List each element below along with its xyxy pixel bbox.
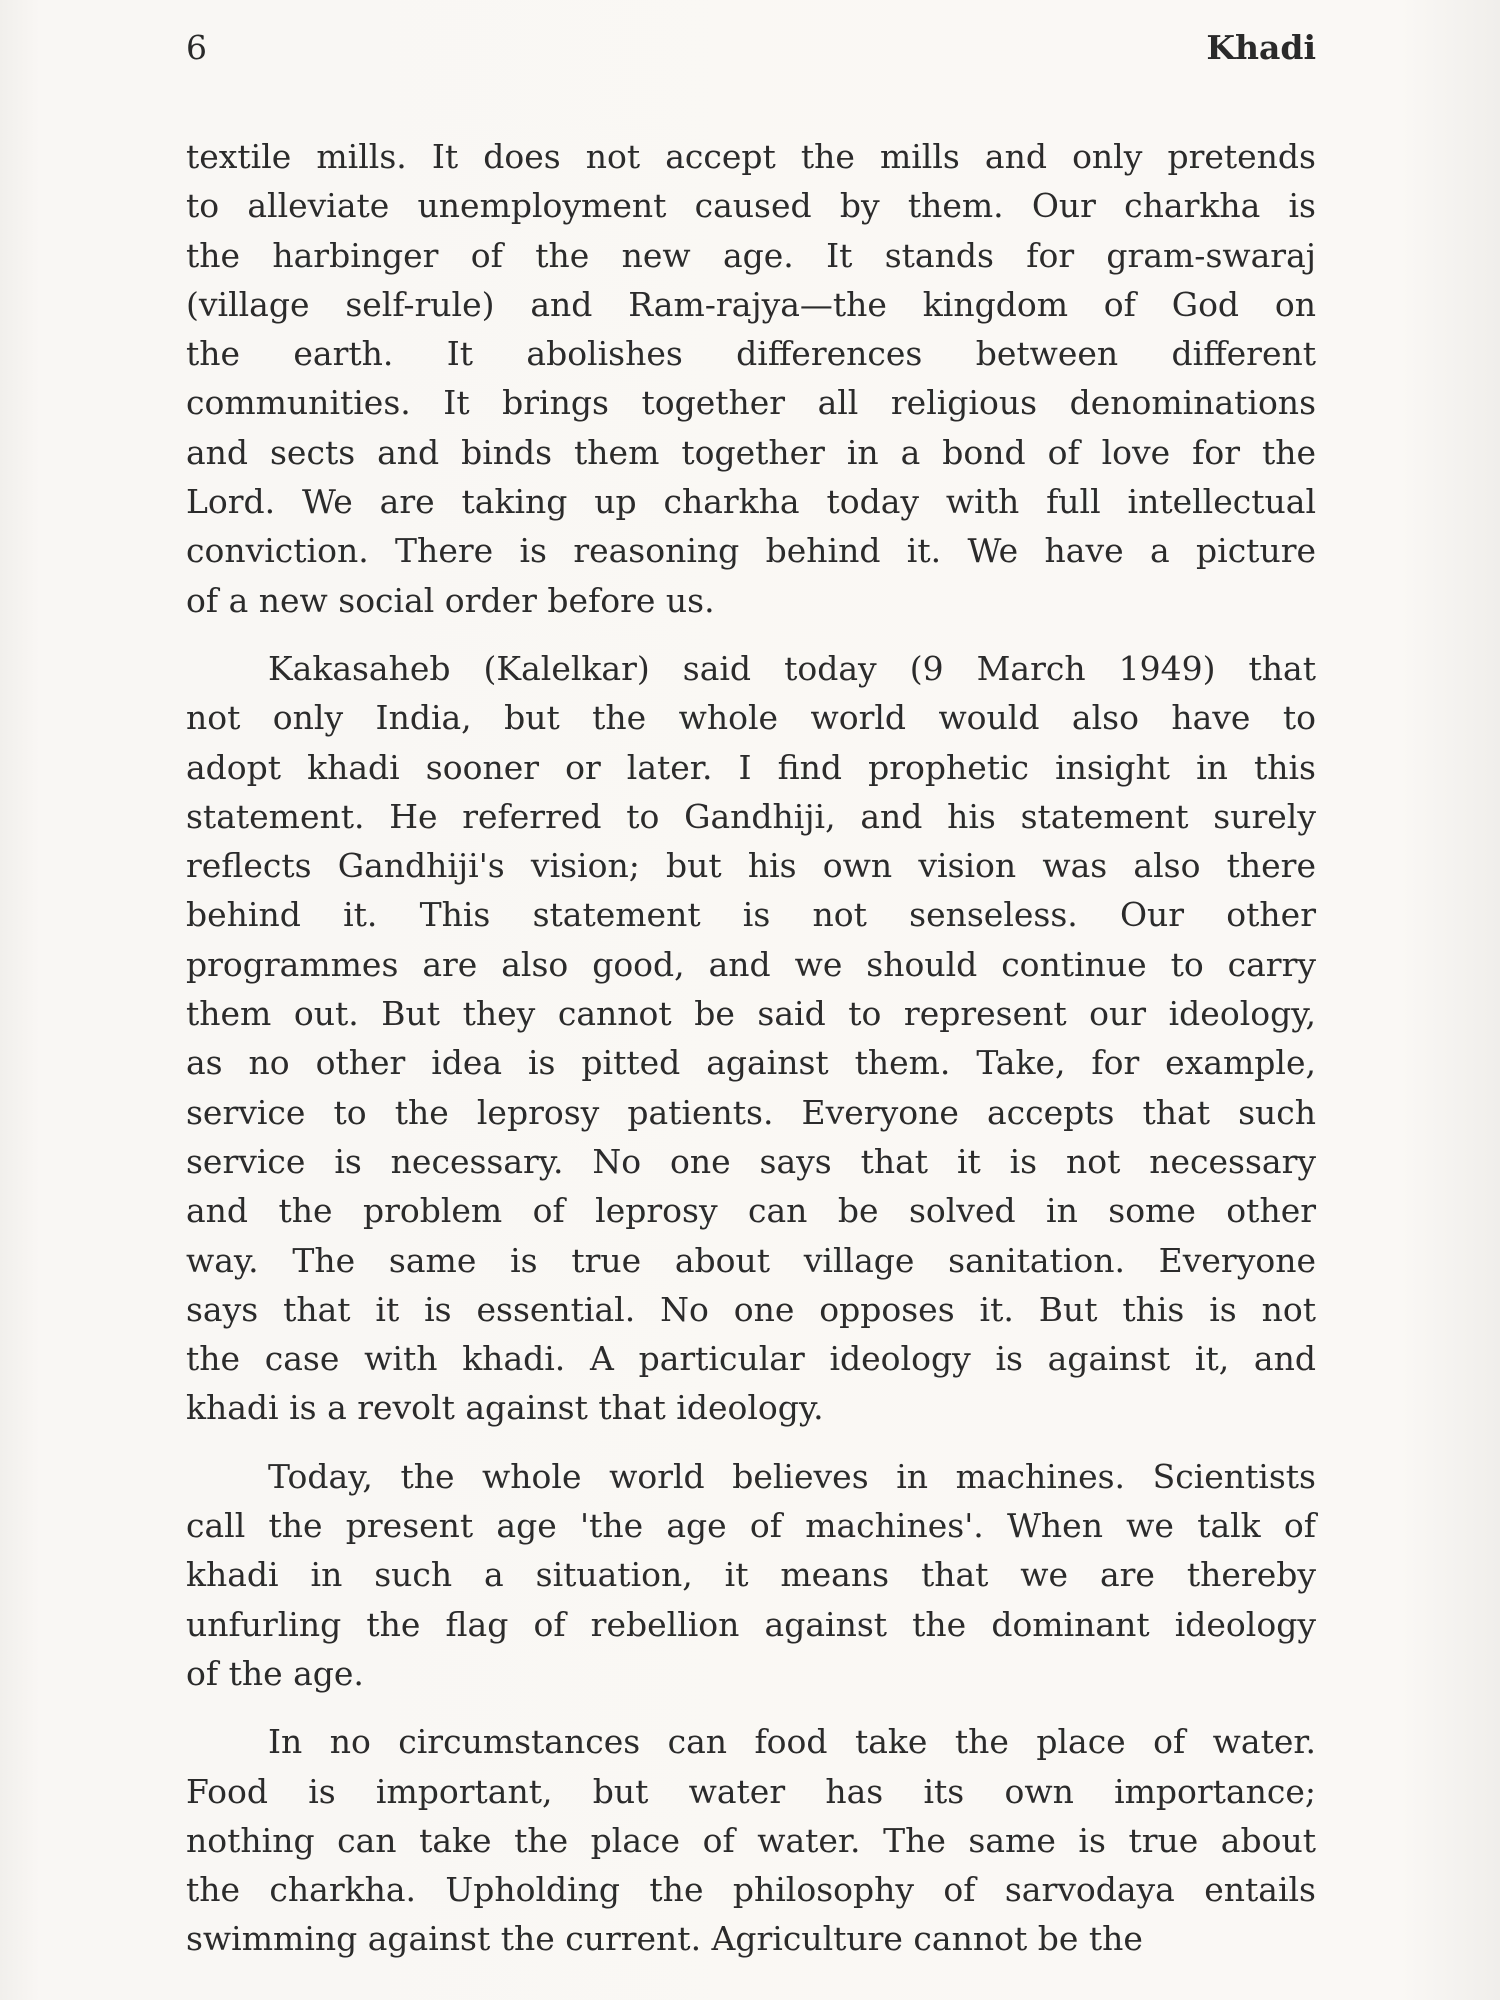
- text-line: to alleviate unemployment caused by them. Our charkha is: [186, 186, 1316, 226]
- text-line: textile mills. It does not accept the mills and only pretends: [186, 137, 1316, 176]
- text-line: them out. But they cannot be said to represent our ideology,: [186, 994, 1316, 1034]
- text-line: of the age.: [186, 1653, 364, 1693]
- text-line: Today, the whole world believes in machines. Scientists: [268, 1456, 1316, 1496]
- text-line: way. The same is true about village sanitation. Everyone: [186, 1240, 1316, 1280]
- paragraph: [186, 1717, 1316, 1963]
- text-line: swimming against the current. Agriculture cannot be the: [186, 1919, 1143, 1959]
- text-line: khadi is a revolt against that ideology.: [186, 1388, 824, 1428]
- text-line: the charkha. Upholding the philosophy of sarvodaya entails: [186, 1870, 1316, 1910]
- paragraph: [186, 1452, 1316, 1698]
- text-line: conviction. There is reasoning behind it. We have a picture: [186, 531, 1316, 571]
- running-title: Khadi: [1206, 28, 1316, 67]
- body-text: [186, 132, 1316, 1964]
- text-line: as no other idea is pitted against them. Take, for example,: [186, 1043, 1316, 1083]
- text-line: Food is important, but water has its own importance;: [186, 1771, 1316, 1811]
- page-header: [186, 22, 1316, 82]
- text-line: service to the leprosy patients. Everyone accepts that such: [186, 1092, 1316, 1132]
- page-number: 6: [186, 28, 207, 67]
- text-line: (village self-rule) and Ram-rajya—the kingdom of God on: [186, 284, 1316, 324]
- paragraph: [186, 644, 1316, 1433]
- text-line: programmes are also good, and we should continue to carry: [186, 944, 1316, 984]
- text-line: the earth. It abolishes differences between different: [186, 334, 1316, 374]
- text-line: khadi in such a situation, it means that we are thereby: [186, 1555, 1316, 1595]
- text-line: says that it is essential. No one opposes it. But this is not: [186, 1289, 1316, 1329]
- text-line: In no circumstances can food take the place of water.: [268, 1722, 1316, 1762]
- text-line: service is necessary. No one says that it is not necessary: [186, 1141, 1316, 1181]
- text-line: adopt khadi sooner or later. I find prophetic insight in this: [186, 747, 1316, 787]
- paragraph: [186, 132, 1316, 625]
- text-line: statement. He referred to Gandhiji, and his statement surely: [186, 796, 1316, 836]
- text-line: call the present age 'the age of machines'. When we talk of: [186, 1506, 1316, 1546]
- text-line: Kakasaheb (Kalelkar) said today (9 March 1949) that: [268, 648, 1316, 688]
- text-line: and sects and binds them together in a bond of love for the: [186, 432, 1316, 472]
- text-line: the case with khadi. A particular ideology is against it, and: [186, 1339, 1316, 1379]
- text-line: communities. It brings together all religious denominations: [186, 383, 1316, 423]
- text-line: not only India, but the whole world would also have to: [186, 698, 1316, 738]
- text-line: and the problem of leprosy can be solved in some other: [186, 1191, 1316, 1231]
- text-line: behind it. This statement is not senseless. Our other: [186, 895, 1316, 935]
- text-line: nothing can take the place of water. The same is true about: [186, 1820, 1316, 1860]
- text-line: unfurling the flag of rebellion against the dominant ideology: [186, 1604, 1316, 1644]
- text-line: Lord. We are taking up charkha today with full intellectual: [186, 482, 1316, 522]
- text-line: the harbinger of the new age. It stands for gram-swaraj: [186, 235, 1316, 275]
- text-line: reflects Gandhiji's vision; but his own vision was also there: [186, 846, 1316, 886]
- text-line: of a new social order before us.: [186, 580, 715, 620]
